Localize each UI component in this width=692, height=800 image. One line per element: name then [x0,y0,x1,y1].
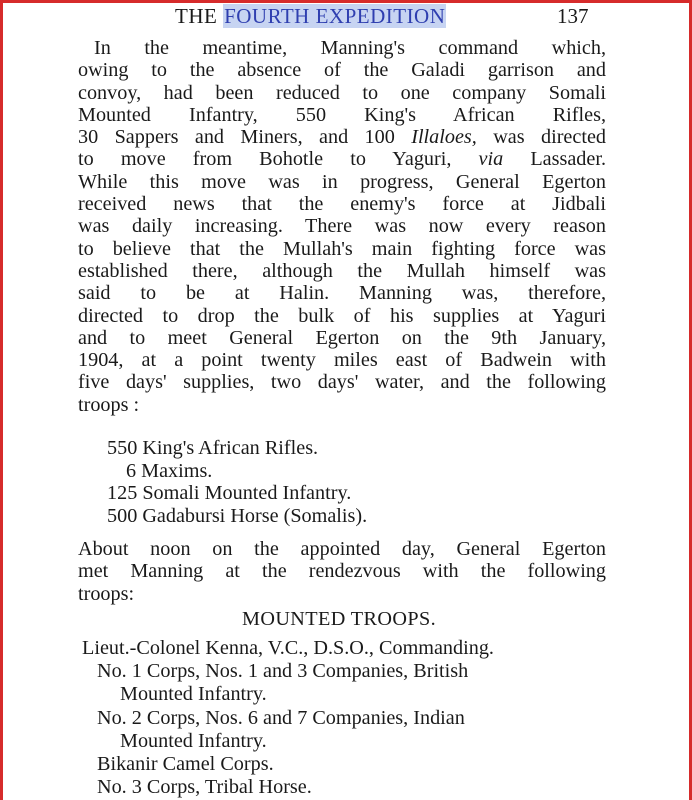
paragraph-line: met Manning at the rendezvous with the following [78,560,606,583]
corps-entry: No. 2 Corps, Nos. 6 and 7 Companies, Indian [97,707,465,729]
paragraph-line: to move from Bohotle to Yaguri, via Lassader. [78,148,606,171]
paragraph-line: owing to the absence of the Galadi garrison and [78,59,606,82]
paragraph-line: 30 Sappers and Miners, and 100 Illaloes, was directed [78,126,606,149]
paragraph-line: About noon on the appointed day, General Egerton [78,538,606,560]
corps-entry: Bikanir Camel Corps. [97,753,274,775]
section-heading: MOUNTED TROOPS. [242,608,437,630]
paragraph-line: troops : [78,393,140,416]
commander-line: Lieut.-Colonel Kenna, V.C., D.S.O., Commanding. [82,637,494,659]
corps-entry: No. 3 Corps, Tribal Horse. [97,776,312,798]
page-number: 137 [557,4,589,28]
running-title-highlighted[interactable]: FOURTH EXPEDITION [224,4,446,28]
troop-list-item: 500 Gadabursi Horse (Somalis). [107,505,368,527]
running-title-prefix: THE [175,4,218,28]
paragraph-line: Mounted Infantry, 550 King's African Rifles, [78,103,606,126]
paragraph-line: and to meet General Egerton on the 9th January, [78,326,606,349]
paragraph-line: was daily increasing. There was now every reason [78,215,606,238]
paragraph-line: directed to drop the bulk of his supplies at Yaguri [78,304,606,327]
paragraph-line: established there, although the Mullah himself was [78,259,606,282]
troop-list-item: 6 Maxims. [126,460,213,482]
paragraph-line: received news that the enemy's force at Jidbali [78,193,606,216]
paragraph-line: five days' supplies, two days' water, and the following [78,371,606,394]
corps-entry: No. 1 Corps, Nos. 1 and 3 Companies, British [97,660,469,682]
troop-list-item: 550 King's African Rifles. [107,437,319,459]
paragraph-line: said to be at Halin. Manning was, therefore, [78,282,606,305]
paragraph-line: convoy, had been reduced to one company Somali [78,81,606,104]
paragraph-line: troops: [78,582,135,605]
corps-entry-continued: Mounted Infantry. [120,683,267,705]
paragraph-line: In the meantime, Manning's command which, [94,37,606,59]
paragraph-line: While this move was in progress, General Egerton [78,170,606,193]
corps-entry-continued: Mounted Infantry. [120,730,267,752]
paragraph-line: 1904, at a point twenty miles east of Badwein with [78,349,606,372]
paragraph-line: to believe that the Mullah's main fighting force was [78,237,606,260]
troop-list-item: 125 Somali Mounted Infantry. [107,482,352,504]
